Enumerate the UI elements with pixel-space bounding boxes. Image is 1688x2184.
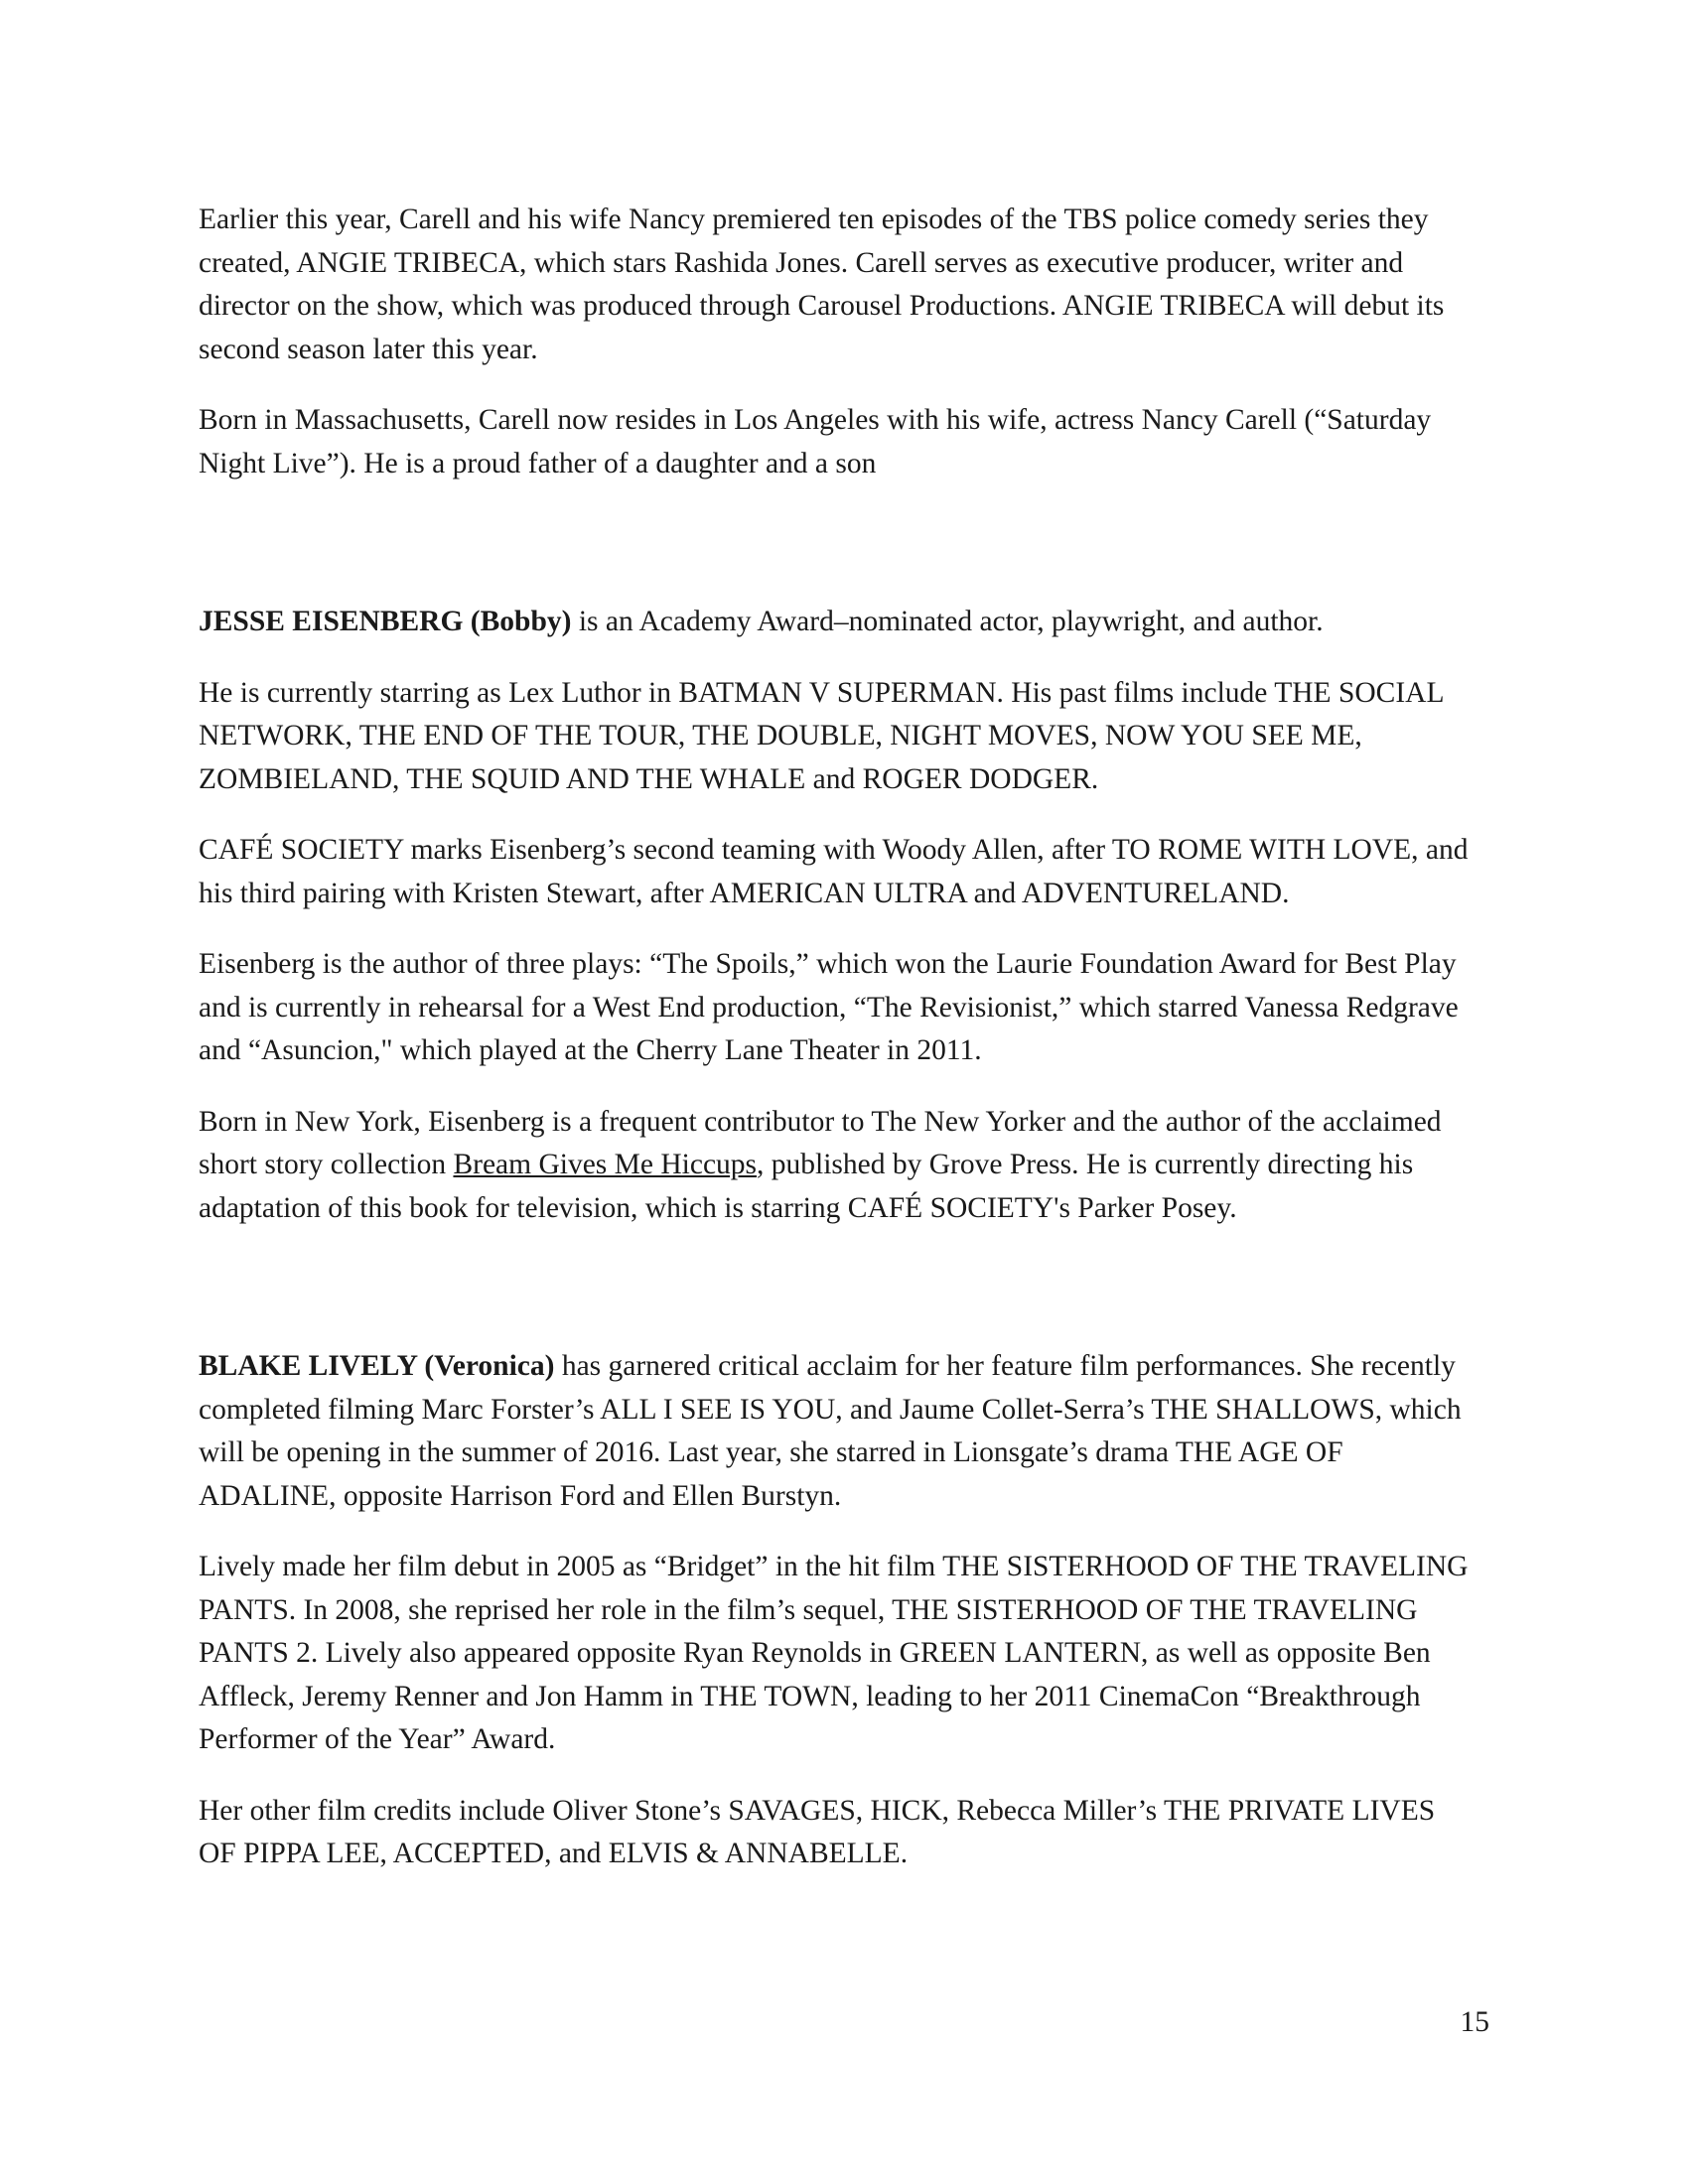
- section-gap: [199, 513, 1479, 601]
- carell-paragraph-2: Born in Massachusetts, Carell now resides in Los Angeles with his wife, actress Nancy Carell (“Saturday Night Live”). He is a proud father of a daughter and a son: [199, 404, 1432, 479]
- book-title: Bream Gives Me Hiccups: [453, 1149, 758, 1180]
- lively-intro-text: has garnered critical acclaim for her feature film performances. She recently completed filming Marc Forster’s ALL I SEE IS YOU, and Jaume Collet-Serra’s THE SHALLOWS, which will be opening in the summer of 2016. Last year, she starred in Lionsgate’s drama THE AGE OF ADALINE, opposite Harrison Ford and Ellen Burstyn.: [199, 1350, 1462, 1512]
- eisenberg-paragraph-5: [199, 1101, 1479, 1231]
- carell-paragraph-1: Earlier this year, Carell and his wife Nancy premiered ten episodes of the TBS police comedy series they created, ANGIE TRIBECA, which stars Rashida Jones. Carell serves as executive producer, writer and director on the show, which was produced through Carousel Productions. ANGIE TRIBECA will debut its second season later this year.: [199, 204, 1445, 365]
- eisenberg-p5-after: , published by Grove Press. He is currently directing his adaptation of this book for television, which is starring CAFÉ SOCIETY's Parker Posey.: [199, 1149, 1414, 1224]
- eisenberg-name: JESSE EISENBERG (Bobby): [199, 606, 572, 637]
- page-number: 15: [1460, 2006, 1489, 2038]
- eisenberg-p5-before: Born in New York, Eisenberg is a frequent contributor to The New Yorker and the author of the acclaimed short story collection: [199, 1105, 1442, 1180]
- lively-name: BLAKE LIVELY (Veronica): [199, 1350, 555, 1382]
- lively-paragraph-3: Her other film credits include Oliver Stone’s SAVAGES, HICK, Rebecca Miller’s THE PRIVATE LIVES OF PIPPA LEE, ACCEPTED, and ELVIS & ANNABELLE.: [199, 1794, 1436, 1869]
- eisenberg-paragraph-3: CAFÉ SOCIETY marks Eisenberg’s second teaming with Woody Allen, after TO ROME WITH LOVE, and his third pairing with Kristen Stewart, after AMERICAN ULTRA and ADVENTURELAND.: [199, 834, 1469, 909]
- eisenberg-intro-paragraph: [199, 601, 1479, 644]
- lively-intro-paragraph: [199, 1345, 1479, 1518]
- eisenberg-paragraph-4: Eisenberg is the author of three plays: “The Spoils,” which won the Laurie Foundation Award for Best Play and is currently in rehearsal for a West End production, “The Revisionist,” which starred Vanessa Redgrave and “Asuncion," which played at the Cherry Lane Theater in 2011.: [199, 948, 1459, 1066]
- lively-paragraph-2: Lively made her film debut in 2005 as “Bridget” in the hit film THE SISTERHOOD OF THE TRAVELING PANTS. In 2008, she reprised her role in the film’s sequel, THE SISTERHOOD OF THE TRAVELING PANTS 2. Lively also appeared opposite Ryan Reynolds in GREEN LANTERN, as well as opposite Ben Affleck, Jeremy Renner and Jon Hamm in THE TOWN, leading to her 2011 CinemaCon “Breakthrough Performer of the Year” Award.: [199, 1551, 1469, 1755]
- section-gap: [199, 1258, 1479, 1345]
- document-page: [199, 199, 1479, 1904]
- eisenberg-paragraph-2: He is currently starring as Lex Luthor in BATMAN V SUPERMAN. His past films include THE SOCIAL NETWORK, THE END OF THE TOUR, THE DOUBLE, NIGHT MOVES, NOW YOU SEE ME, ZOMBIELAND, THE SQUID AND THE WHALE and ROGER DODGER.: [199, 676, 1444, 795]
- eisenberg-intro-text: is an Academy Award–nominated actor, playwright, and author.: [571, 606, 1324, 637]
